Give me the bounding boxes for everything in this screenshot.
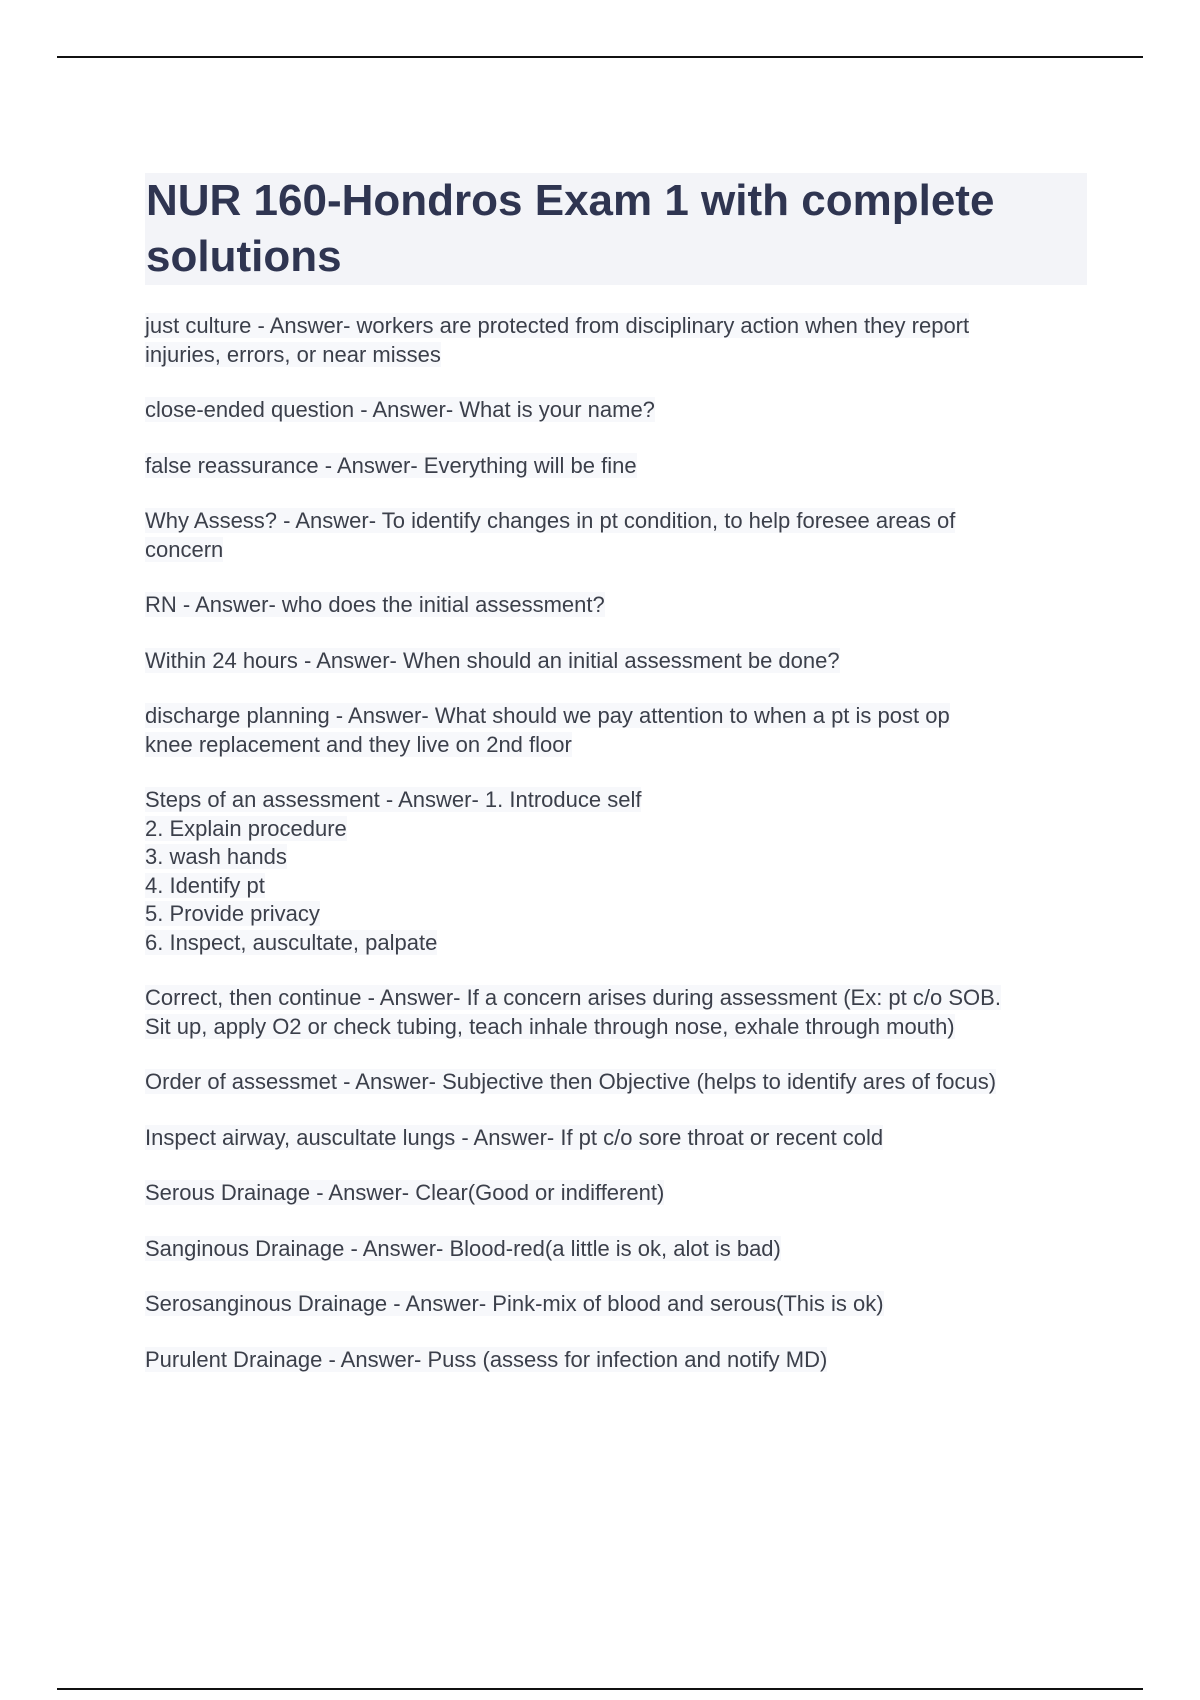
qa-item [145,786,1095,957]
qa-item [145,1124,1095,1153]
qa-item [145,647,1095,676]
qa-item [145,1346,1095,1375]
qa-item [145,702,1095,759]
qa-item [145,1290,1095,1319]
bottom-rule [57,1688,1143,1690]
top-rule [57,56,1143,58]
qa-text: Why Assess? - Answer- To identify changes in pt condition, to help foresee areas of concern [145,508,956,562]
qa-text: Inspect airway, auscultate lungs - Answer- If pt c/o sore throat or recent cold [145,1124,884,1150]
document-title: NUR 160-Hondros Exam 1 with complete solutions [146,176,995,281]
qa-item [145,1179,1095,1208]
qa-item [145,1068,1095,1097]
qa-text: Purulent Drainage - Answer- Puss (assess for infection and notify MD) [145,1346,828,1372]
qa-text: just culture - Answer- workers are protected from disciplinary action when they report injuries, errors, or near misses [145,313,970,367]
qa-text: discharge planning - Answer- What should we pay attention to when a pt is post op knee replacement and they live on 2nd floor [145,703,950,757]
qa-text: false reassurance - Answer- Everything will be fine [145,452,637,478]
qa-text: Serosanginous Drainage - Answer- Pink-mix of blood and serous(This is ok) [145,1291,884,1316]
qa-item [145,396,1095,425]
qa-item [145,507,1095,564]
qa-text: Sanginous Drainage - Answer- Blood-red(a little is ok, alot is bad) [145,1235,781,1261]
qa-item [145,984,1095,1041]
qa-text: Serous Drainage - Answer- Clear(Good or indifferent) [145,1180,665,1205]
qa-text: Within 24 hours - Answer- When should an initial assessment be done? [145,647,840,673]
qa-text: Steps of an assessment - Answer- 1. Introduce self 2. Explain procedure 3. wash hands 4. Identify pt 5. Provide privacy 6. Inspect, auscultate, palpate [145,787,642,955]
qa-text: Correct, then continue - Answer- If a concern arises during assessment (Ex: pt c/o SOB. Sit up, apply O2 or check tubing, teach inhale through nose, exhale through mouth) [145,985,1001,1039]
qa-item [145,591,1095,620]
qa-item [145,1235,1095,1264]
qa-text: RN - Answer- who does the initial assessment? [145,592,605,617]
qa-text: close-ended question - Answer- What is your name? [145,397,655,422]
qa-list [145,312,1095,1401]
qa-item [145,452,1095,481]
qa-item [145,312,1095,369]
title-block [145,173,1087,285]
qa-text: Order of assessmet - Answer- Subjective then Objective (helps to identify ares of focus) [145,1069,997,1094]
